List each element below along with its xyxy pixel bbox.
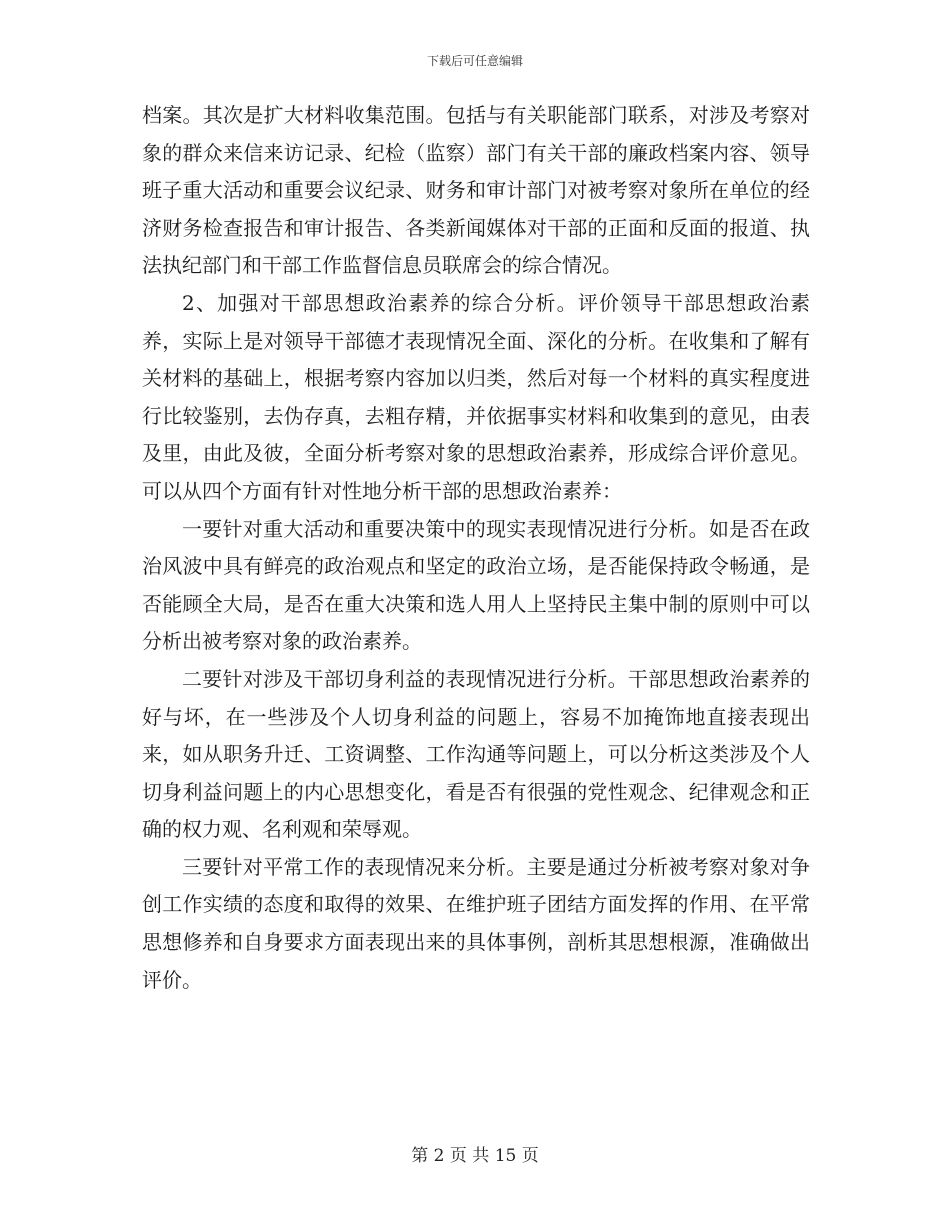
paragraph-point-1: 一要针对重大活动和重要决策中的现实表现情况进行分析。如是否在政治风波中具有鲜亮的政治观点和坚定的政治立场，是否能保持政令畅通，是否能顾全大局，是否在重大决策和选人用人上坚持民主集中制的原则中可以分析出被考察对象的政治素养。 xyxy=(142,516,810,654)
document-body xyxy=(142,97,810,999)
paragraph-section-2: 2、加强对干部思想政治素养的综合分析。评价领导干部思想政治素养，实际上是对领导干部德才表现情况全面、深化的分析。在收集和了解有关材料的基础上，根据考察内容加以归类，然后对每一个材料的真实程度进行比较鉴别，去伪存真，去粗存精，并依据事实材料和收集到的意见，由表及里，由此及彼，全面分析考察对象的思想政治素养，形成综合评价意见。可以从四个方面有针对性地分析干部的思想政治素养： xyxy=(142,290,810,503)
paragraph-continuation: 档案。其次是扩大材料收集范围。包括与有关职能部门联系，对涉及考察对象的群众来信来访记录、纪检（监察）部门有关干部的廉政档案内容、领导班子重大活动和重要会议纪录、财务和审计部门对被考察对象所在单位的经济财务检查报告和审计报告、各类新闻媒体对干部的正面和反面的报道、执法执纪部门和干部工作监督信息员联席会的综合情况。 xyxy=(142,103,810,278)
paragraph-point-2: 二要针对涉及干部切身利益的表现情况进行分析。干部思想政治素养的好与坏，在一些涉及个人切身利益的问题上，容易不加掩饰地直接表现出来，如从职务升迁、工资调整、工作沟通等问题上，可以分析这类涉及个人切身利益问题上的内心思想变化，看是否有很强的党性观念、纪律观念和正确的权力观、名利观和荣辱观。 xyxy=(142,666,810,842)
page-number-footer: 第 2 页 共 15 页 xyxy=(411,1146,539,1166)
paragraph-point-3: 三要针对平常工作的表现情况来分析。主要是通过分析被考察对象对争创工作实绩的态度和取得的效果、在维护班子团结方面发挥的作用、在平常思想修养和自身要求方面表现出来的具体事例，剖析其思想根源，准确做出评价。 xyxy=(142,854,810,992)
page-header-note: 下载后可任意编辑 xyxy=(426,54,523,68)
